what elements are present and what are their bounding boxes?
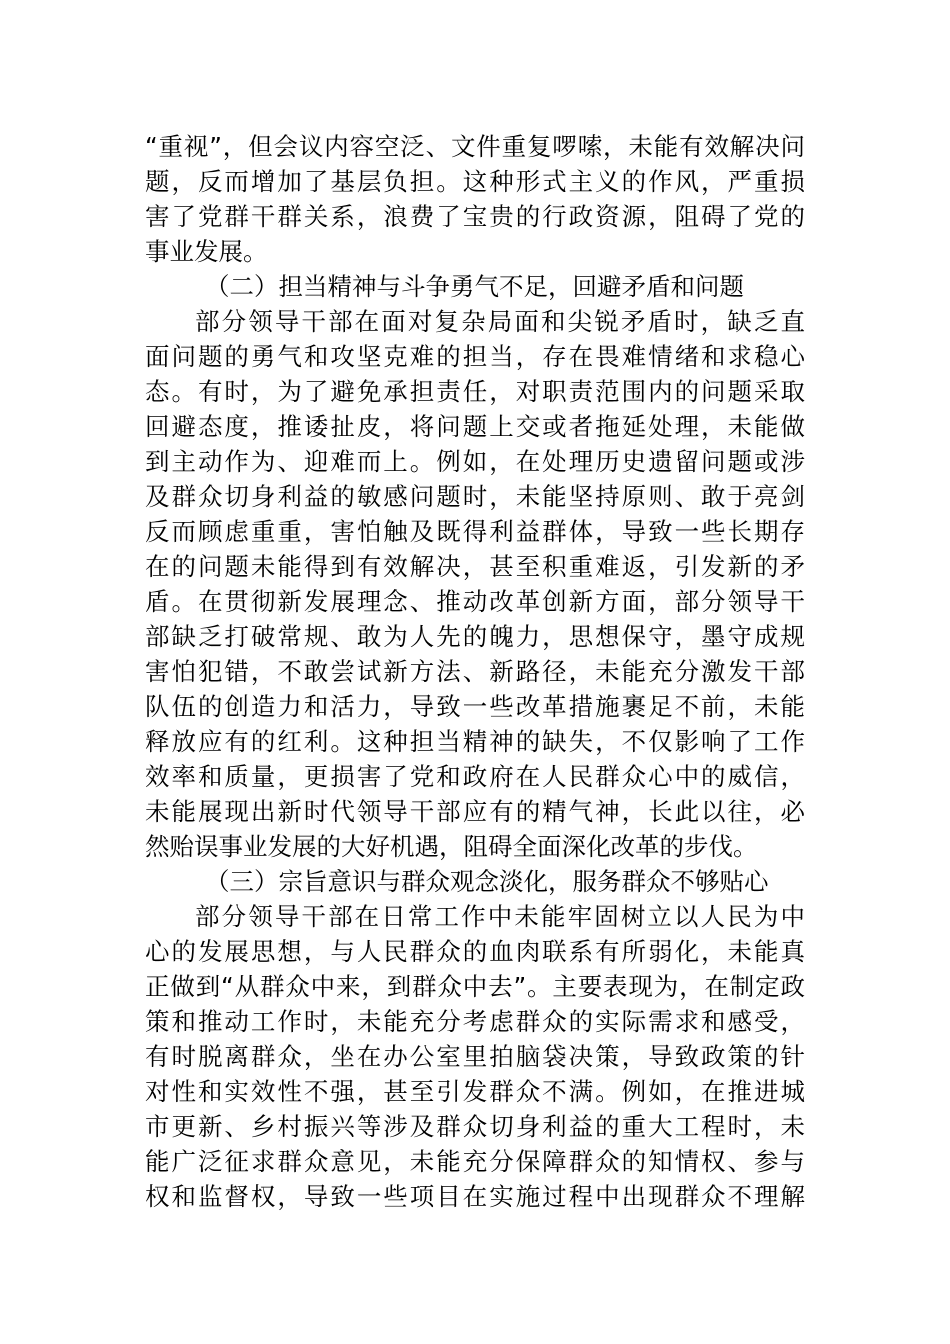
text-line: 题，反而增加了基层负担。这种形式主义的作风，严重损 [145, 167, 805, 196]
text-line: 态。有时，为了避免承担责任，对职责范围内的问题采取 [145, 377, 805, 406]
text-line: 部缺乏打破常规、敢为人先的魄力，思想保守，墨守成规 [145, 622, 805, 651]
text-line: 在的问题未能得到有效解决，甚至积重难返，引发新的矛 [145, 552, 805, 581]
text-line: “重视”，但会议内容空泛、文件重复啰嗦，未能有效解决问 [145, 132, 805, 161]
text-line: 到主动作为、迎难而上。例如，在处理历史遗留问题或涉 [145, 447, 805, 476]
text-line: 反而顾虑重重，害怕触及既得利益群体，导致一些长期存 [145, 517, 805, 546]
text-line: 市更新、乡村振兴等涉及群众切身利益的重大工程时，未 [145, 1112, 805, 1141]
text-line: 部分领导干部在日常工作中未能牢固树立以人民为中 [195, 902, 805, 931]
text-line: 未能展现出新时代领导干部应有的精气神，长此以往，必 [145, 797, 805, 826]
text-line: 部分领导干部在面对复杂局面和尖锐矛盾时，缺乏直 [195, 307, 805, 336]
text-line: 面问题的勇气和攻坚克难的担当，存在畏难情绪和求稳心 [145, 342, 805, 371]
text-line: 有时脱离群众，坐在办公室里拍脑袋决策，导致政策的针 [145, 1042, 805, 1071]
section-heading-3: （三）宗旨意识与群众观念淡化，服务群众不够贴心 [205, 867, 769, 896]
text-line: 权和监督权，导致一些项目在实施过程中出现群众不理解 [145, 1182, 805, 1211]
text-line: 释放应有的红利。这种担当精神的缺失，不仅影响了工作 [145, 727, 805, 756]
text-line: 效率和质量，更损害了党和政府在人民群众心中的威信， [145, 762, 805, 791]
text-line: 正做到“从群众中来，到群众中去”。主要表现为，在制定政 [145, 972, 805, 1001]
paragraph-formalism-conclusion [145, 129, 805, 269]
text-line: 盾。在贯彻新发展理念、推动改革创新方面，部分领导干 [145, 587, 805, 616]
document-page [145, 129, 805, 1214]
text-line: 回避态度，推诿扯皮，将问题上交或者拖延处理，未能做 [145, 412, 805, 441]
text-line: 然贻误事业发展的大好机遇，阻碍全面深化改革的步伐。 [145, 832, 758, 861]
paragraph-mass-line [145, 899, 805, 1214]
text-line: 害怕犯错，不敢尝试新方法、新路径，未能充分激发干部 [145, 657, 805, 686]
text-line: 心的发展思想，与人民群众的血肉联系有所弱化，未能真 [145, 937, 805, 966]
text-line: 事业发展。 [145, 237, 268, 266]
text-line: 能广泛征求群众意见，未能充分保障群众的知情权、参与 [145, 1147, 805, 1176]
text-line: 队伍的创造力和活力，导致一些改革措施裹足不前，未能 [145, 692, 805, 721]
text-line: 策和推动工作时，未能充分考虑群众的实际需求和感受， [145, 1007, 805, 1036]
section-heading-2: （二）担当精神与斗争勇气不足，回避矛盾和问题 [205, 272, 744, 301]
paragraph-responsibility [145, 304, 805, 864]
text-line: 对性和实效性不强，甚至引发群众不满。例如，在推进城 [145, 1077, 805, 1106]
text-line: 害了党群干群关系，浪费了宝贵的行政资源，阻碍了党的 [145, 202, 805, 231]
text-line: 及群众切身利益的敏感问题时，未能坚持原则、敢于亮剑 [145, 482, 805, 511]
